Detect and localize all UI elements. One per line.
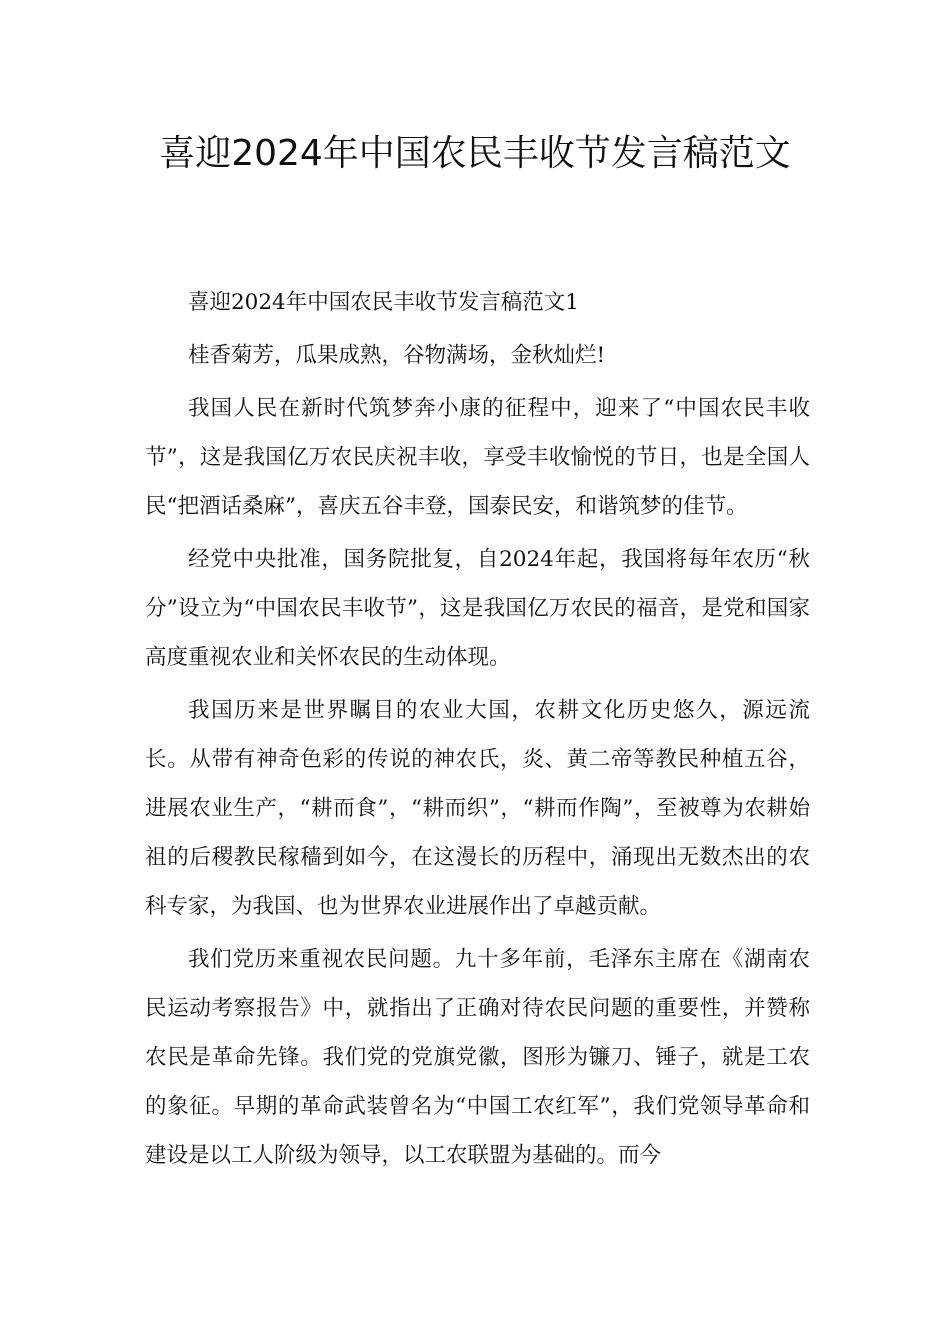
document-body: [145, 278, 810, 1184]
document-title: 喜迎2024年中国农民丰收节发言稿范文: [159, 133, 791, 174]
paragraph-greeting: 桂香菊芳，瓜果成熟，谷物满场，金秋灿烂!: [188, 343, 606, 368]
paragraph-subtitle: 喜迎2024年中国农民丰收节发言稿范文1: [188, 290, 579, 315]
paragraph-festival-intro: 我国人民在新时代筑梦奔小康的征程中，迎来了“中国农民丰收节”，这是我国亿万农民庆祝丰收，享受丰收愉悦的节日，也是全国人民“把酒话桑麻”，喜庆五谷丰登，国泰民安，和谐筑梦的佳节。: [145, 396, 810, 519]
paragraph-party: 我们党历来重视农民问题。九十多年前，毛泽东主席在《湖南农民运动考察报告》中，就指出了正确对待农民问题的重要性，并赞称农民是革命先锋。我们党的党旗党徽，图形为镰刀、锤子，就是工农的象征。早期的革命武装曾名为“中国工农红军”，我们党领导革命和建设是以工人阶级为领导，以工农联盟为基础的。而今: [145, 947, 810, 1168]
paragraph-history: 我国历来是世界瞩目的农业大国，农耕文化历史悠久，源远流长。从带有神奇色彩的传说的神农氏，炎、黄二帝等教民种植五谷，进展农业生产，“耕而食”，“耕而织”，“耕而作陶”，至被尊为农耕始祖的后稷教民稼穑到如今，在这漫长的历程中，涌现出无数杰出的农科专家，为我国、也为世界农业进展作出了卓越贡献。: [145, 698, 810, 919]
paragraph-approval: 经党中央批准，国务院批复，自2024年起，我国将每年农历“秋分”设立为“中国农民丰收节”，这是我国亿万农民的福音，是党和国家高度重视农业和关怀农民的生动体现。: [145, 547, 810, 670]
